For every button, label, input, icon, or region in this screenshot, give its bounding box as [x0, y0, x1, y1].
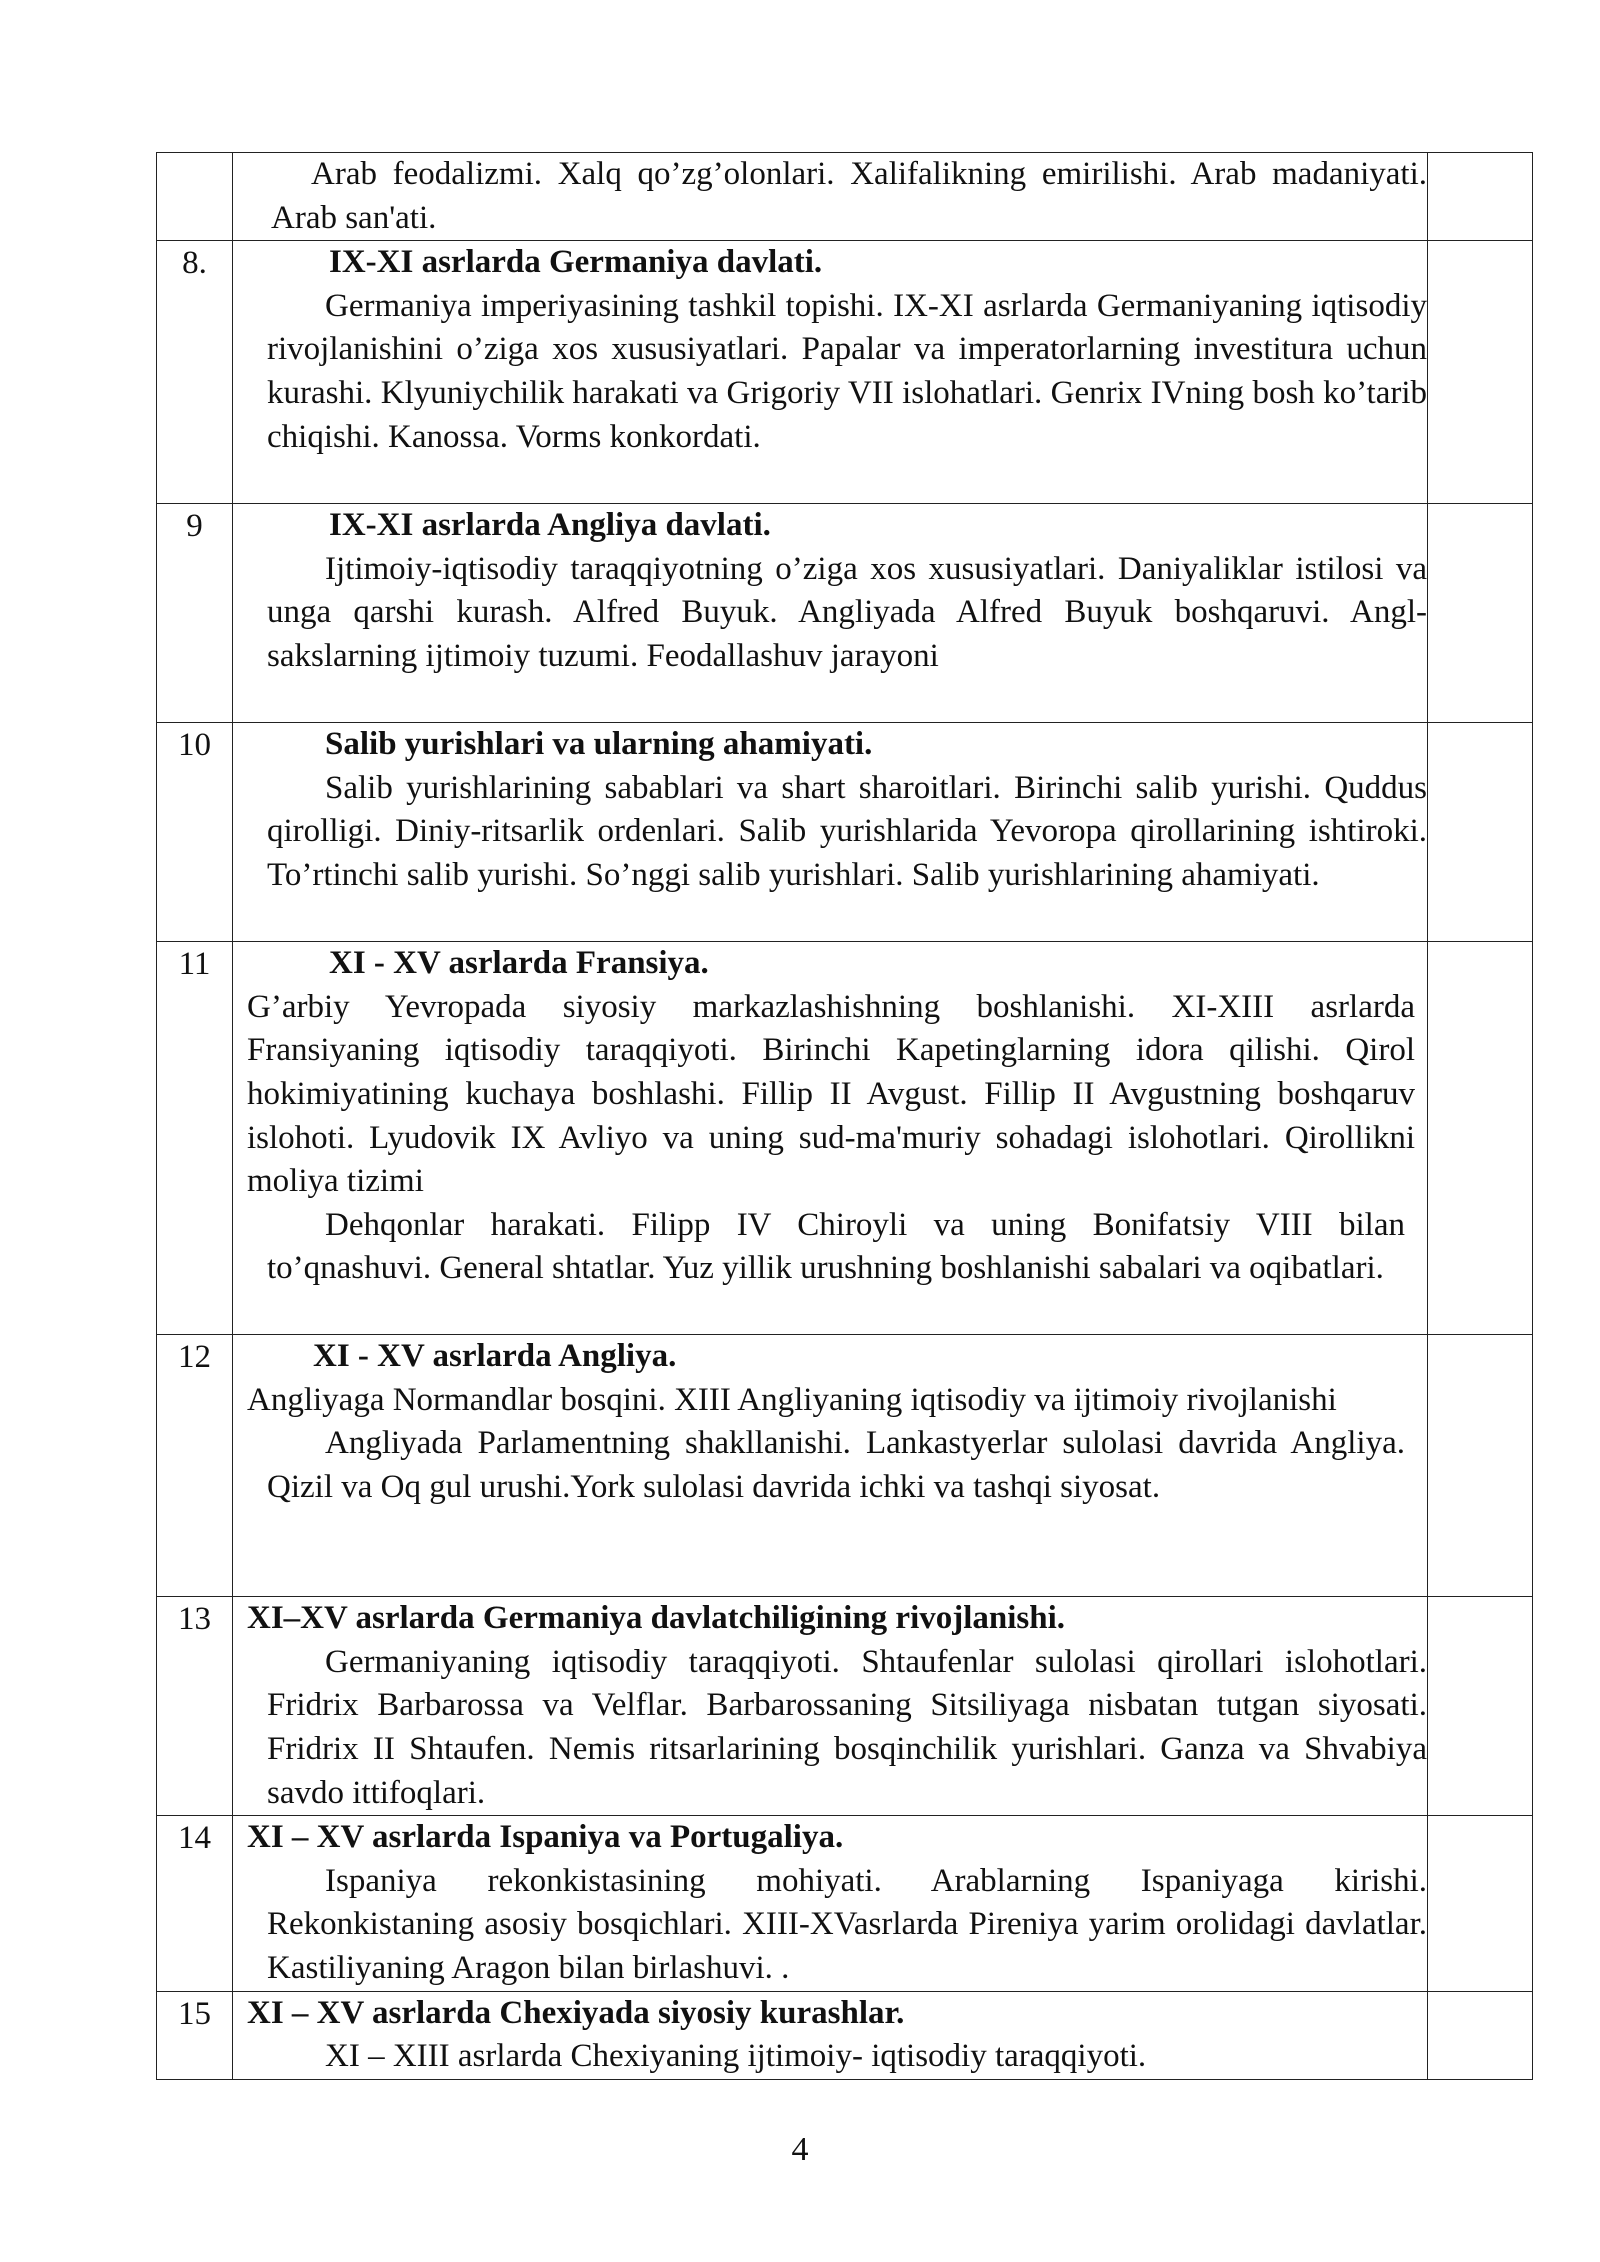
topic-title: Salib yurishlari va ularning ahamiyati.	[325, 726, 873, 763]
hours-cell	[1428, 241, 1533, 504]
row-number: 8.	[157, 241, 233, 504]
table-row	[157, 1597, 1533, 1816]
row-number: 13	[157, 1597, 233, 1816]
topic-title: XI – XV asrlarda Chexiyada siyosiy kurashlar.	[247, 1994, 905, 2031]
table-row	[157, 1816, 1533, 1991]
row-number: 9	[157, 504, 233, 723]
topic-paragraph: Ispaniya rekonkistasining mohiyati. Arablarning Ispaniyaga kirishi. Rekonkistaning asosiy bosqichlari. XIII-XVasrlarda Pireniya yarim orolidagi davlatlar. Kastiliyaning Aragon bilan birlashuvi. .	[267, 1862, 1427, 1986]
hours-cell	[1428, 153, 1533, 241]
topic-title: XI - XV asrlarda Fransiya.	[329, 945, 709, 982]
topic-cell	[233, 504, 1428, 723]
topic-cell	[233, 1816, 1428, 1991]
hours-cell	[1428, 1991, 1533, 2079]
topic-paragraph: XI – XIII asrlarda Chexiyaning ijtimoiy- iqtisodiy taraqqiyoti.	[325, 2038, 1147, 2075]
table-row	[157, 153, 1533, 241]
table-row	[157, 241, 1533, 504]
row-number	[157, 153, 233, 241]
hours-cell	[1428, 723, 1533, 942]
hours-cell	[1428, 504, 1533, 723]
topic-cell	[233, 153, 1428, 241]
topic-title: XI – XV asrlarda Ispaniya va Portugaliya.	[247, 1819, 844, 1856]
hours-cell	[1428, 1597, 1533, 1816]
syllabus-table	[156, 152, 1533, 2080]
topic-title: XI–XV asrlarda Germaniya davlatchiligining rivojlanishi.	[247, 1600, 1066, 1637]
topic-cell	[233, 942, 1428, 1335]
topic-paragraph: Ijtimoiy-iqtisodiy taraqqiyotning o’ziga xos xususiyatlari. Daniyaliklar istilosi va unga qarshi kurash. Alfred Buyuk. Angliyada Alfred Buyuk boshqaruvi. Angl-sakslarning ijtimoiy tuzumi. Feodallashuv jarayoni	[267, 550, 1427, 674]
row-number: 15	[157, 1991, 233, 2079]
topic-paragraph: Salib yurishlarining sabablari va shart sharoitlari. Birinchi salib yurishi. Quddus qirolligi. Diniy-ritsarlik ordenlari. Salib yurishlarida Yevoropa qirollarining ishtiroki. To’rtinchi salib yurishi. So’nggi salib yurishlari. Salib yurishlarining ahamiyati.	[267, 769, 1427, 893]
table-row	[157, 723, 1533, 942]
topic-paragraph: Germaniyaning iqtisodiy taraqqiyoti. Shtaufenlar sulolasi qirollari islohotlari. Fridrix Barbarossa va Velflar. Barbarossaning Sitsiliyaga nisbatan tutgan siyosati. Fridrix II Shtaufen. Nemis ritsarlarining bosqinchilik yurishlari. Ganza va Shvabiya savdo ittifoqlari.	[267, 1643, 1427, 1811]
table-row	[157, 1335, 1533, 1597]
topic-title: IX-XI asrlarda Germaniya davlati.	[329, 244, 823, 281]
topic-cell	[233, 1597, 1428, 1816]
topic-cell	[233, 241, 1428, 504]
table-row	[157, 942, 1533, 1335]
row-number: 10	[157, 723, 233, 942]
table-row	[157, 1991, 1533, 2079]
row-number: 14	[157, 1816, 233, 1991]
row-number: 11	[157, 942, 233, 1335]
topic-title: IX-XI asrlarda Angliya davlati.	[329, 507, 771, 544]
topic-cell	[233, 1335, 1428, 1597]
topic-title: XI - XV asrlarda Angliya.	[313, 1338, 677, 1375]
topic-paragraph: Angliyaga Normandlar bosqini. XIII Angliyaning iqtisodiy va ijtimoiy rivojlanishi	[247, 1381, 1337, 1418]
row-number: 12	[157, 1335, 233, 1597]
topic-paragraph: G’arbiy Yevropada siyosiy markazlashishning boshlanishi. XI-XIII asrlarda Fransiyaning iqtisodiy taraqqiyoti. Birinchi Kapetinglarning idora qilishi. Qirol hokimiyatining kuchaya boshlashi. Fillip II Avgust. Fillip II Avgustning boshqaruv islohoti. Lyudovik IX Avliyo va uning sud-ma'muriy sohadagi islohotlari. Qirollikni moliya tizimi	[247, 988, 1415, 1200]
topic-cell	[233, 723, 1428, 942]
topic-paragraph: Angliyada Parlamentning shakllanishi. Lankastyerlar sulolasi davrida Angliya. Qizil va Oq gul urushi.York sulolasi davrida ichki va tashqi siyosat.	[267, 1425, 1405, 1505]
hours-cell	[1428, 942, 1533, 1335]
hours-cell	[1428, 1816, 1533, 1991]
hours-cell	[1428, 1335, 1533, 1597]
topic-paragraph: Arab feodalizmi. Xalq qo’zg’olonlari. Xalifalikning emirilishi. Arab madaniyati. Arab san'ati.	[271, 156, 1427, 236]
topic-cell	[233, 1991, 1428, 2079]
topic-paragraph: Germaniya imperiyasining tashkil topishi. IX-XI asrlarda Germaniyaning iqtisodiy rivojlanishini o’ziga xos xususiyatlari. Papalar va imperatorlarning investitura uchun kurashi. Klyuniychilik harakati va Grigoriy VII islohatlari. Genrix IVning bosh ko’tarib chiqishi. Kanossa. Vorms konkordati.	[267, 287, 1427, 455]
table-row	[157, 504, 1533, 723]
page-number: 4	[791, 2131, 809, 2168]
topic-paragraph: Dehqonlar harakati. Filipp IV Chiroyli va uning Bonifatsiy VIII bilan to’qnashuvi. General shtatlar. Yuz yillik urushning boshlanishi sabalari va oqibatlari.	[267, 1206, 1405, 1287]
